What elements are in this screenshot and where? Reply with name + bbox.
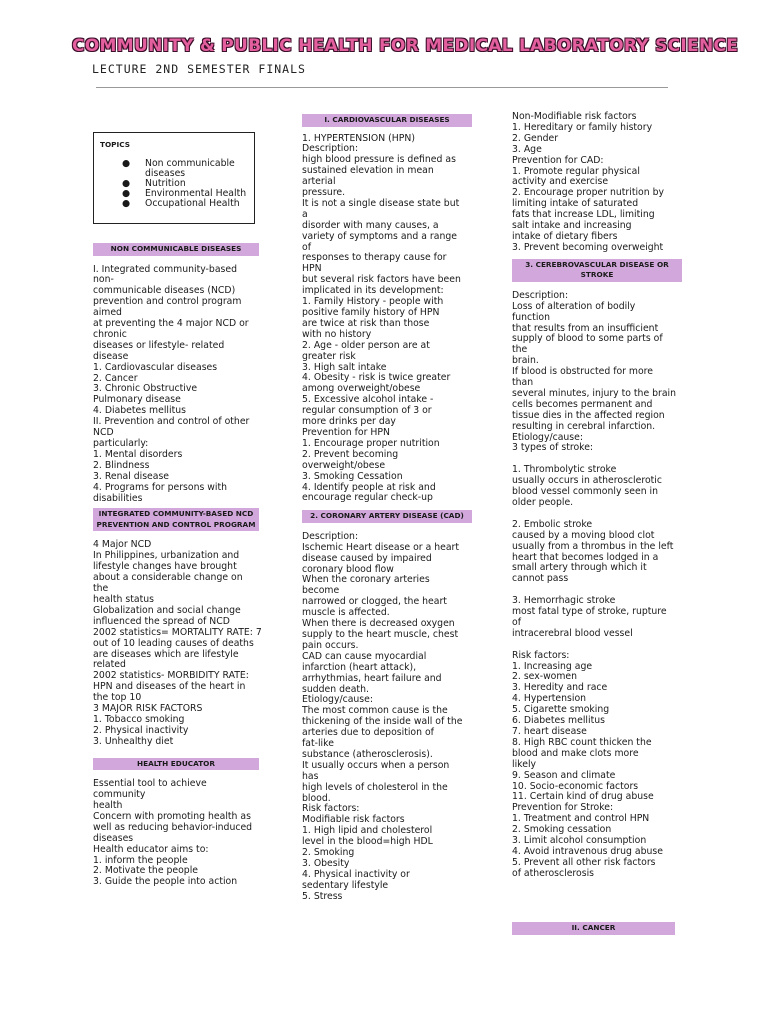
header-divider [96, 87, 668, 88]
text-line: Etiology/cause: [512, 431, 583, 443]
text-line: health status [93, 593, 154, 605]
text-line: but several risk factors have been [302, 274, 461, 286]
text-line: 4. Avoid intravenous drug abuse [512, 845, 663, 857]
text-line: 1. HYPERTENSION (HPN) [302, 132, 415, 144]
text-line: narrowed or clogged, the heart [302, 596, 447, 608]
text-line: disease caused by impaired [302, 552, 432, 564]
thrombolytic-stroke-text [512, 465, 682, 509]
text-line: 2. Cancer [93, 372, 138, 384]
text-line: It usually occurs when a person [302, 759, 450, 771]
text-line: 1. Cardiovascular diseases [93, 361, 218, 373]
text-line: supply to the heart muscle, chest [302, 628, 459, 640]
text-line: Ischemic Heart disease or a heart [302, 541, 460, 553]
topics-box [93, 132, 255, 224]
text-line: fats that increase LDL, limiting [512, 209, 655, 221]
text-line: prevention and control program [93, 296, 242, 308]
text-line: chronic [93, 328, 127, 340]
text-line: infarction (heart attack), [302, 661, 417, 673]
text-line: brain. [512, 355, 539, 367]
text-line: Etiology/cause: [302, 694, 373, 706]
text-line: fat-like [302, 738, 334, 750]
text-line: diseases [93, 832, 134, 844]
text-line: 2. Smoking [302, 847, 355, 859]
hemorrhagic-stroke-text [512, 596, 682, 640]
text-line: 9. Season and climate [512, 769, 616, 781]
text-line: out of 10 leading causes of deaths [93, 637, 254, 649]
text-line: Risk factors: [512, 649, 570, 661]
topic-item-continued: diseases [145, 168, 186, 179]
text-line: health [93, 799, 123, 811]
text-line: are twice at risk than those [302, 317, 430, 329]
text-line: 1. Thrombolytic stroke [512, 464, 617, 476]
text-line: 1. Mental disorders [93, 448, 183, 460]
text-line: of [302, 241, 311, 253]
text-line: disease [93, 350, 129, 362]
text-line: 3. Limit alcohol consumption [512, 835, 647, 847]
text-line: caused by a moving blood clot [512, 529, 655, 541]
text-line: the [512, 344, 528, 356]
text-line: variety of symptoms and a range [302, 230, 457, 242]
text-line: several minutes, injury to the brain [512, 387, 677, 399]
text-line: likely [512, 758, 537, 770]
text-line: 3. Renal disease [93, 470, 170, 482]
text-line: greater risk [302, 350, 356, 362]
text-line: muscle is affected. [302, 607, 390, 619]
text-line: blood and make clots more [512, 747, 639, 759]
bullet-icon: ● [122, 198, 131, 209]
text-line: intake of dietary fibers [512, 230, 618, 242]
text-line: CAD can cause myocardial [302, 650, 427, 662]
text-line: 2002 statistics- MORBIDITY RATE: [93, 670, 249, 682]
text-line: particularly: [93, 438, 149, 449]
section-heading-cad: 2. CORONARY ARTERY DISEASE (CAD) [302, 510, 472, 523]
embolic-stroke-text [512, 520, 682, 585]
text-line: 3. High salt intake [302, 361, 387, 373]
text-line: 11. Certain kind of drug abuse [512, 791, 654, 803]
text-line: non- [93, 274, 114, 286]
text-line: 4. Obesity - risk is twice greater [302, 372, 451, 384]
text-line: disorder with many causes, a [302, 219, 439, 231]
stroke-description-text [512, 291, 682, 455]
text-line: function [512, 311, 550, 323]
text-line: I. Integrated community-based [93, 263, 237, 275]
text-line: 7. heart disease [512, 725, 587, 737]
text-line: Health educator aims to: [93, 843, 209, 855]
text-line: Pulmonary disease [93, 394, 181, 406]
text-line: When there is decreased oxygen [302, 618, 455, 630]
text-line: 3. Age [512, 143, 542, 155]
text-line: 2. sex-women [512, 671, 578, 683]
text-line: lifestyle changes have brought [93, 561, 237, 573]
text-line: 1. Treatment and control HPN [512, 813, 650, 825]
text-line: influenced the spread of NCD [93, 615, 230, 627]
text-line: coronary blood flow [302, 563, 394, 575]
text-line: 3. Unhealthy diet [93, 735, 174, 747]
text-line: has [302, 770, 319, 782]
text-line: 3. Heredity and race [512, 682, 608, 694]
topic-item: ● Environmental Health [122, 188, 247, 199]
text-line: diseases or lifestyle- related [93, 339, 225, 351]
ncd-program-text [93, 265, 259, 505]
text-line: Description: [302, 530, 359, 542]
text-line: overweight/obese [302, 459, 386, 471]
topic-item: ● Non communicable [122, 158, 235, 169]
text-line: level in the blood=high HDL [302, 836, 433, 848]
text-line: activity and exercise [512, 176, 609, 188]
text-line: the [93, 583, 109, 595]
section-heading-cancer: II. CANCER [512, 922, 675, 935]
text-line: tissue dies in the affected region [512, 409, 665, 421]
text-line: 1. Encourage proper nutrition [302, 437, 440, 449]
text-line: that results from an insufficient [512, 322, 659, 334]
text-line: high blood pressure is defined as [302, 154, 456, 166]
text-line: If blood is obstructed for more [512, 366, 654, 378]
major-ncd-text [93, 539, 262, 747]
text-line: The most common cause is the [302, 705, 448, 717]
text-line: Risk factors: [302, 803, 360, 815]
text-line: II. Prevention and control of other [93, 416, 250, 428]
text-line: HPN and diseases of the heart in [93, 681, 246, 693]
text-line: pressure. [302, 187, 346, 199]
text-line: Prevention for Stroke: [512, 802, 614, 814]
text-line: usually from a thrombus in the left [512, 540, 674, 552]
text-line: Description: [302, 143, 359, 155]
text-line: arrhythmias, heart failure and [302, 672, 442, 684]
text-line: In Philippines, urbanization and [93, 550, 240, 562]
stroke-risk-factors-text [512, 651, 682, 880]
text-line: implicated in its development: [302, 285, 444, 297]
text-line: arterial [302, 176, 336, 188]
text-line: resulting in cerebral infarction. [512, 420, 656, 432]
document-subtitle: LECTURE 2ND SEMESTER FINALS [92, 62, 306, 76]
text-line: sustained elevation in mean [302, 165, 434, 177]
text-line: cannot pass [512, 573, 569, 585]
text-line: 5. Excessive alcohol intake - [302, 394, 434, 406]
section-heading-health-educator: HEALTH EDUCATOR [93, 758, 259, 771]
text-line: the top 10 [93, 692, 142, 704]
section-heading-integrated-ncd: INTEGRATED COMMUNITY-BASED NCD PREVENTION AND CONTROL PROGRAM [93, 508, 259, 531]
text-line: Non-Modifiable risk factors [512, 111, 637, 122]
text-line: of atherosclerosis [512, 867, 595, 879]
column-3 [512, 112, 682, 880]
text-line: 6. Diabetes mellitus [512, 715, 605, 727]
topics-heading: TOPICS [100, 140, 130, 149]
text-line: 5. Prevent all other risk factors [512, 856, 656, 868]
text-line: high levels of cholesterol in the [302, 781, 448, 793]
text-line: sedentary lifestyle [302, 879, 389, 891]
text-line: 3. Chronic Obstructive [93, 383, 198, 395]
text-line: 4 Major NCD [93, 539, 152, 551]
text-line: pain occurs. [302, 639, 359, 651]
text-line: usually occurs in atherosclerotic [512, 475, 662, 487]
text-line: 2. Prevent becoming [302, 448, 399, 460]
hypertension-text [302, 134, 472, 505]
text-line: Prevention for HPN [302, 426, 390, 438]
text-line: NCD [93, 427, 114, 439]
text-line: limiting intake of saturated [512, 198, 639, 210]
text-line: sudden death. [302, 683, 369, 695]
text-line: 2. Motivate the people [93, 865, 199, 877]
topics-list [94, 159, 246, 209]
text-line: 3. Guide the people into action [93, 876, 238, 888]
text-line: among overweight/obese [302, 383, 421, 395]
text-line: supply of blood to some parts of [512, 333, 663, 345]
text-line: 3 MAJOR RISK FACTORS [93, 703, 203, 715]
text-line: related [93, 659, 126, 671]
section-heading-stroke: 3. CEREBROVASCULAR DISEASE OR STROKE [512, 259, 682, 282]
text-line: substance (atherosclerosis). [302, 748, 433, 760]
text-line: 2. Gender [512, 132, 559, 144]
text-line: more drinks per day [302, 416, 396, 428]
bullet-icon: ● [122, 178, 131, 189]
text-line: 2. Age - older person are at [302, 339, 430, 351]
health-educator-text [93, 779, 259, 888]
text-line: 2002 statistics= MORTALITY RATE: 7 [93, 626, 262, 638]
text-line: 2. Embolic stroke [512, 518, 593, 530]
document-title: COMMUNITY & PUBLIC HEALTH FOR MEDICAL LABORATORY SCIENCE [72, 36, 739, 56]
cad-text [302, 532, 472, 903]
text-line: 5. Stress [302, 890, 343, 902]
topic-item: ● Occupational Health [122, 198, 240, 209]
topic-item: ● Nutrition [122, 178, 186, 189]
text-line: thickening of the inside wall of the [302, 716, 463, 728]
text-line: 3 types of stroke: [512, 442, 594, 454]
text-line: 2. Smoking cessation [512, 824, 612, 836]
text-line: Loss of alteration of bodily [512, 300, 636, 312]
text-line: disabilities [93, 492, 143, 504]
text-line: 3. Smoking Cessation [302, 470, 403, 482]
text-line: 8. High RBC count thicken the [512, 736, 652, 748]
text-line: community [93, 789, 146, 801]
column-1 [93, 243, 262, 888]
text-line: intracerebral blood vessel [512, 627, 633, 639]
text-line: 3. Prevent becoming overweight [512, 241, 664, 253]
column-2 [302, 114, 472, 903]
text-line: 3. Obesity [302, 858, 350, 869]
text-line: a [302, 208, 308, 220]
text-line: arteries due to deposition of [302, 727, 434, 739]
text-line: 3. Hemorrhagic stroke [512, 595, 616, 607]
section-heading-ncd: NON COMMUNICABLE DISEASES [93, 243, 259, 256]
bullet-icon: ● [122, 158, 131, 169]
text-line: become [302, 585, 340, 597]
text-line: 5. Cigarette smoking [512, 704, 610, 716]
text-line: Globalization and social change [93, 604, 241, 616]
text-line: cells becomes permanent and [512, 398, 653, 410]
text-line: Essential tool to achieve [93, 778, 207, 790]
text-line: 1. Family History - people with [302, 296, 444, 308]
text-line: blood. [302, 792, 331, 804]
text-line: Prevention for CAD: [512, 154, 604, 166]
text-line: well as reducing behavior-induced [93, 821, 253, 833]
text-line: 1. inform the people [93, 854, 188, 866]
text-line: 1. Tobacco smoking [93, 713, 185, 725]
text-line: encourage regular check-up [302, 492, 433, 504]
text-line: 4. Hypertension [512, 693, 587, 705]
text-line: 1. Hereditary or family history [512, 121, 653, 133]
text-line: 1. Increasing age [512, 660, 593, 672]
text-line: Description: [512, 289, 569, 301]
text-line: salt intake and increasing [512, 220, 632, 232]
text-line: communicable diseases (NCD) [93, 285, 236, 297]
text-line: 4. Physical inactivity or [302, 868, 410, 880]
text-line: are diseases which are lifestyle [93, 648, 239, 660]
text-line: 1. Promote regular physical [512, 165, 640, 177]
text-line: 1. High lipid and cholesterol [302, 825, 433, 837]
text-line: positive family history of HPN [302, 307, 440, 318]
text-line: responses to therapy cause for [302, 252, 447, 264]
section-heading-cardiovascular: I. CARDIOVASCULAR DISEASES [302, 114, 472, 127]
text-line: of [512, 616, 521, 628]
text-line: regular consumption of 3 or [302, 405, 432, 417]
text-line: older people. [512, 496, 574, 508]
text-line: small artery through which it [512, 562, 647, 574]
cad-continued-text [512, 112, 682, 254]
text-line: at preventing the 4 major NCD or [93, 318, 249, 330]
text-line: most fatal type of stroke, rupture [512, 606, 667, 618]
text-line: Modifiable risk factors [302, 814, 405, 826]
text-line: than [512, 377, 534, 389]
text-line: 2. Encourage proper nutrition by [512, 187, 664, 199]
text-line: 4. Diabetes mellitus [93, 405, 186, 417]
text-line: 10. Socio-economic factors [512, 780, 639, 792]
text-line: blood vessel commonly seen in [512, 486, 659, 498]
text-line: with no history [302, 328, 372, 340]
bullet-icon: ● [122, 188, 131, 199]
text-line: 4. Identify people at risk and [302, 481, 436, 493]
text-line: heart that becomes lodged in a [512, 551, 659, 563]
text-line: When the coronary arteries [302, 574, 430, 586]
text-line: 2. Blindness [93, 459, 150, 471]
text-line: about a considerable change on [93, 572, 243, 584]
text-line: HPN [302, 263, 322, 275]
text-line: 2. Physical inactivity [93, 724, 189, 736]
text-line: Concern with promoting health as [93, 810, 251, 822]
text-line: 4. Programs for persons with [93, 481, 227, 493]
text-line: aimed [93, 307, 122, 319]
text-line: It is not a single disease state but [302, 197, 460, 209]
